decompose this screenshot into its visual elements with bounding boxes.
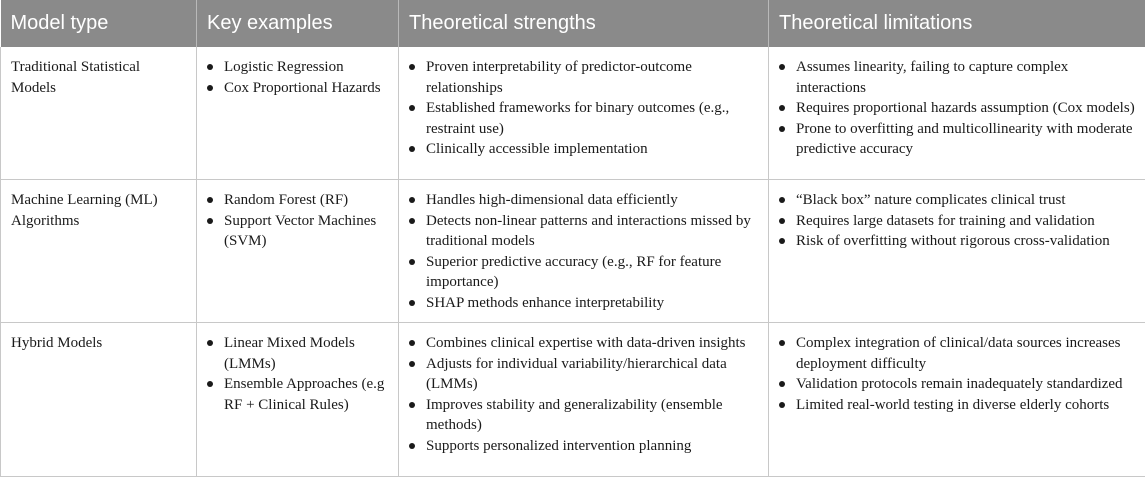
list-item: Logistic Regression — [207, 57, 390, 78]
header-key-examples: Key examples — [197, 0, 399, 47]
list-item: Handles high-dimensional data efficiently — [409, 190, 760, 211]
model-type-cell: Machine Learning (ML) Algorithms — [1, 180, 197, 323]
list-item: Assumes linearity, failing to capture complex interactions — [779, 57, 1137, 98]
list-item: Requires proportional hazards assumption (Cox models) — [779, 98, 1137, 119]
table-row — [1, 323, 1145, 477]
list-item: Supports personalized intervention planning — [409, 436, 760, 457]
list-item: Adjusts for individual variability/hierarchical data (LMMs) — [409, 354, 760, 395]
list-item: Risk of overfitting without rigorous cross-validation — [779, 231, 1137, 252]
list-item: Combines clinical expertise with data-driven insights — [409, 333, 760, 354]
list-item: Detects non-linear patterns and interactions missed by traditional models — [409, 211, 760, 252]
list-item: Validation protocols remain inadequately standardized — [779, 374, 1137, 395]
header-limitations: Theoretical limitations — [769, 0, 1145, 47]
examples-cell — [197, 323, 399, 477]
strengths-cell — [399, 47, 769, 180]
model-type-cell: Hybrid Models — [1, 323, 197, 477]
list-item: Random Forest (RF) — [207, 190, 390, 211]
list-item: Ensemble Approaches (e.g RF + Clinical Rules) — [207, 374, 390, 415]
list-item: Established frameworks for binary outcomes (e.g., restraint use) — [409, 98, 760, 139]
table-row — [1, 180, 1145, 323]
header-row — [1, 0, 1145, 47]
list-item: Complex integration of clinical/data sources increases deployment difficulty — [779, 333, 1137, 374]
list-item: Limited real-world testing in diverse elderly cohorts — [779, 395, 1137, 416]
table-row — [1, 47, 1145, 180]
list-item: Clinically accessible implementation — [409, 139, 760, 160]
strengths-cell — [399, 180, 769, 323]
list-item: Cox Proportional Hazards — [207, 78, 390, 99]
list-item: Support Vector Machines (SVM) — [207, 211, 390, 252]
model-type-cell: Traditional Statistical Models — [1, 47, 197, 180]
list-item: Linear Mixed Models (LMMs) — [207, 333, 390, 374]
list-item: SHAP methods enhance interpretability — [409, 293, 760, 314]
strengths-cell — [399, 323, 769, 477]
limitations-cell — [769, 47, 1145, 180]
header-model-type: Model type — [1, 0, 197, 47]
list-item: Improves stability and generalizability (ensemble methods) — [409, 395, 760, 436]
list-item: Proven interpretability of predictor-outcome relationships — [409, 57, 760, 98]
header-strengths: Theoretical strengths — [399, 0, 769, 47]
limitations-cell — [769, 323, 1145, 477]
list-item: Prone to overfitting and multicollinearity with moderate predictive accuracy — [779, 119, 1137, 160]
list-item: Superior predictive accuracy (e.g., RF for feature importance) — [409, 252, 760, 293]
examples-cell — [197, 180, 399, 323]
list-item: Requires large datasets for training and validation — [779, 211, 1137, 232]
examples-cell — [197, 47, 399, 180]
limitations-cell — [769, 180, 1145, 323]
list-item: “Black box” nature complicates clinical trust — [779, 190, 1137, 211]
